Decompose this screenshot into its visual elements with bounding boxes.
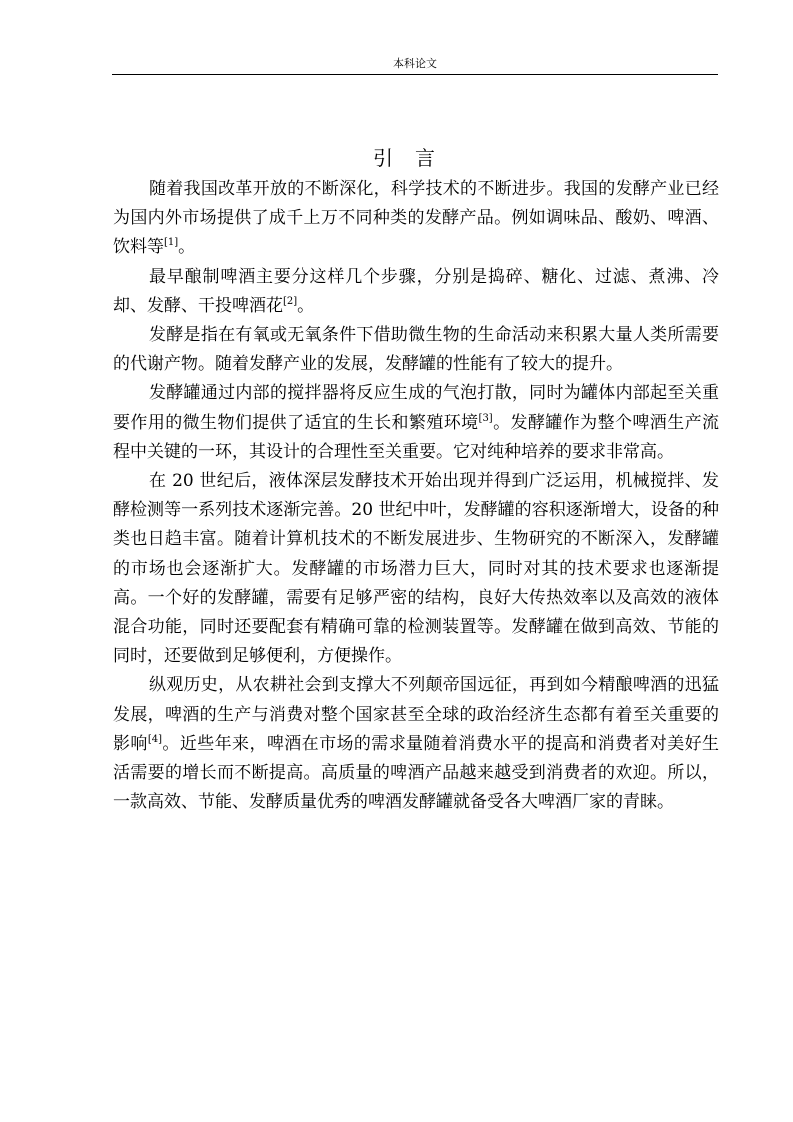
paragraph-4 [113,379,719,467]
paragraph-6 [113,671,719,817]
body-text [113,175,719,817]
paragraph-3 [113,321,719,379]
paragraph-text: 发酵是指在有氧或无氧条件下借助微生物的生命活动来积累大量人类所需要的代谢产物。随着发酵产业的发展，发酵罐的性能有了较大的提升。 [113,325,719,375]
paragraph-5 [113,467,719,671]
paragraph-tail: 。发酵罐作为整个啤酒生产流程中关键的一环，其设计的合理性至关重要。它对纯种培养的要求非常高。 [113,412,720,462]
page-header [112,52,718,75]
paragraph-tail: 。近些年来，啤酒在市场的需求量随着消费水平的提高和消费者对美好生活需要的增长而不断提高。高质量的啤酒产品越来越受到消费者的欢迎。所以，一款高效、节能、发酵质量优秀的啤酒发酵罐就备受各大啤酒厂家的青睐。 [113,733,720,813]
citation-ref: [2] [283,295,298,307]
paragraph-text: 发酵罐通过内部的搅拌器将反应生成的气泡打散，同时为罐体内部起至关重要作用的微生物们提供了适宜的生长和繁殖环境 [113,383,719,433]
paragraph-text: 最早酿制啤酒主要分这样几个步骤，分别是捣碎、糖化、过滤、煮沸、冷却、发酵、干投啤酒花 [113,266,719,316]
paragraph-tail: 。 [297,295,315,316]
paragraph-text: 在 20 世纪后，液体深层发酵技术开始出现并得到广泛运用，机械搅拌、发酵检测等一系列技术逐渐完善。20 世纪中叶，发酵罐的容积逐渐增大，设备的种类也日趋丰富。随着计算机技术的不断发展进步、生物研究的不断深入，发酵罐的市场也会逐渐扩大。发酵罐的市场潜力巨大，同时对其的技术要求也逐渐提高。一个好的发酵罐，需要有足够严密的结构，良好大传热效率以及高效的液体混合功能，同时还要配套有精确可靠的检测装置等。发酵罐在做到高效、节能的同时，还要做到足够便利，方便操作。 [113,471,719,667]
section-title: 引言 [373,146,457,170]
paragraph-2 [113,263,719,321]
paragraph-text: 纵观历史，从农耕社会到支撑大不列颠帝国远征，再到如今精酿啤酒的迅猛发展，啤酒的生产与消费对整个国家甚至全球的政治经济生态都有着至关重要的影响 [113,675,719,754]
citation-ref: [3] [478,412,493,424]
citation-ref: [1] [164,237,179,249]
citation-ref: [4] [147,733,162,745]
paragraph-1 [113,175,719,263]
header-label: 本科论文 [393,57,437,70]
paragraph-tail: 。 [178,237,196,258]
paragraph-text: 随着我国改革开放的不断深化，科学技术的不断进步。我国的发酵产业已经为国内外市场提供了成千上万不同种类的发酵产品。例如调味品、酸奶、啤酒、饮料等 [113,179,719,258]
